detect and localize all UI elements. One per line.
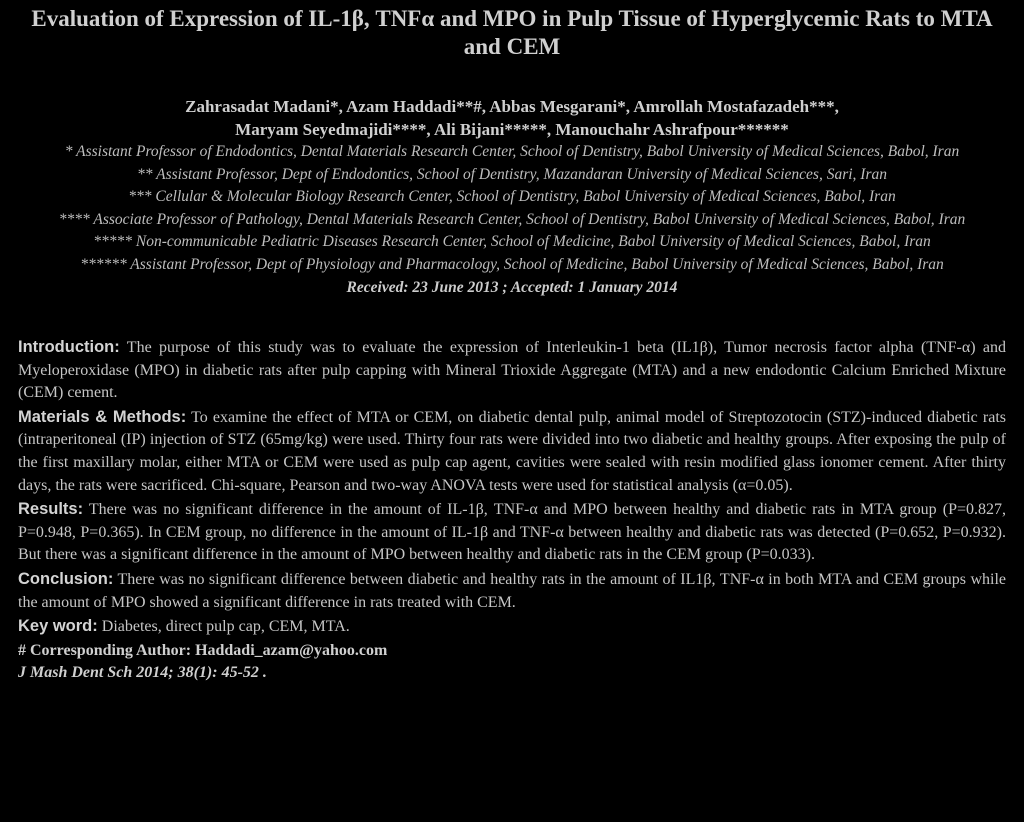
keyword-label: Key word: bbox=[18, 617, 98, 636]
abstract-methods bbox=[18, 406, 1006, 497]
affiliation: ***** Non-communicable Pediatric Diseases Research Center, School of Medicine, Babol University of Medical Sciences, Babol, Iran bbox=[93, 233, 931, 250]
affiliation-list bbox=[18, 141, 1006, 276]
affiliation: ****** Assistant Professor, Dept of Physiology and Pharmacology, School of Medicine, Babol University of Medical Sciences, Babol, Iran bbox=[80, 255, 944, 273]
affiliation: * Assistant Professor of Endodontics, Dental Materials Research Center, School of Dentistry, Babol University of Medical Sciences, Babol, Iran bbox=[64, 143, 960, 160]
received-accepted-dates: Received: 23 June 2013 ; Accepted: 1 January 2014 bbox=[346, 279, 678, 296]
affiliation: ** Assistant Professor, Dept of Endodontics, School of Dentistry, Mazandaran University of Medical Sciences, Sari, Iran bbox=[137, 165, 887, 183]
journal-reference: J Mash Dent Sch 2014; 38(1): 45-52 . bbox=[18, 663, 267, 681]
introduction-text: The purpose of this study was to evaluate the expression of Interleukin-1 beta (IL1β), Tumor necrosis factor alpha (TNF-α) and Myeloperoxidase (MPO) in diabetic rats after pulp capping with Mineral Trioxide Aggregate (MTA) and a new endodontic Calcium Enriched Mixture (CEM) cement. bbox=[18, 339, 1006, 402]
author-line: Zahrasadat Madani*, Azam Haddadi**#, Abbas Mesgarani*, Amrollah Mostafazadeh***, bbox=[185, 97, 839, 116]
affiliation: *** Cellular & Molecular Biology Research Center, School of Dentistry, Babol University of Medical Sciences, Babol, Iran bbox=[128, 188, 896, 205]
conclusion-label: Conclusion: bbox=[18, 569, 114, 588]
conclusion-text: There was no significant difference between diabetic and healthy rats in the amount of IL1β, TNF-α in both MTA and CEM groups while the amount of MPO showed a significant difference in rats treated with CEM. bbox=[18, 570, 1006, 611]
abstract-results bbox=[18, 498, 1006, 567]
abstract-introduction bbox=[18, 336, 1006, 405]
author-list bbox=[18, 95, 1006, 141]
affiliation: **** Associate Professor of Pathology, Dental Materials Research Center, School of Dentistry, Babol University of Medical Sciences, Babol, Iran bbox=[58, 210, 966, 228]
corresponding-author: # Corresponding Author: Haddadi_azam@yahoo.com bbox=[18, 641, 388, 659]
abstract-conclusion bbox=[18, 568, 1006, 614]
methods-text: To examine the effect of MTA or CEM, on diabetic dental pulp, animal model of Streptozotocin (STZ)-induced diabetic rats (intraperitoneal (IP) injection of STZ (65mg/kg) were used. Thirty four rats were divided into two diabetic and healthy groups. After exposing the pulp of the first maxillary molar, either MTA or CEM were used as pulp cap agent, cavities were sealed with resin modified glass ionomer cement. After thirty days, the rats were sacrificed. Chi-square, Pearson and two-way ANOVA tests were used for statistical analysis (α=0.05). bbox=[18, 408, 1006, 494]
author-line: Maryam Seyedmajidi****, Ali Bijani*****, Manouchahr Ashrafpour****** bbox=[235, 120, 789, 139]
abstract-keywords bbox=[18, 615, 1006, 639]
methods-label: Materials & Methods: bbox=[18, 407, 187, 426]
abstract bbox=[18, 336, 1006, 683]
keyword-text: Diabetes, direct pulp cap, CEM, MTA. bbox=[97, 618, 350, 636]
results-text: There was no significant difference in the amount of IL-1β, TNF-α and MPO between healthy and diabetic rats in MTA group (P=0.827, P=0.948, P=0.365). In CEM group, no difference in the amount of IL-1β and TNF-α between healthy and diabetic rats was detected (P=0.652, P=0.932). But there was a significant difference in the amount of MPO between healthy and diabetic rats in the CEM group (P=0.033). bbox=[18, 501, 1006, 564]
introduction-label: Introduction: bbox=[18, 338, 120, 356]
results-label: Results: bbox=[18, 500, 84, 519]
paper-title: Evaluation of Expression of IL-1β, TNFα and MPO in Pulp Tissue of Hyperglycemic Rats to MTA and CEM bbox=[31, 6, 993, 59]
